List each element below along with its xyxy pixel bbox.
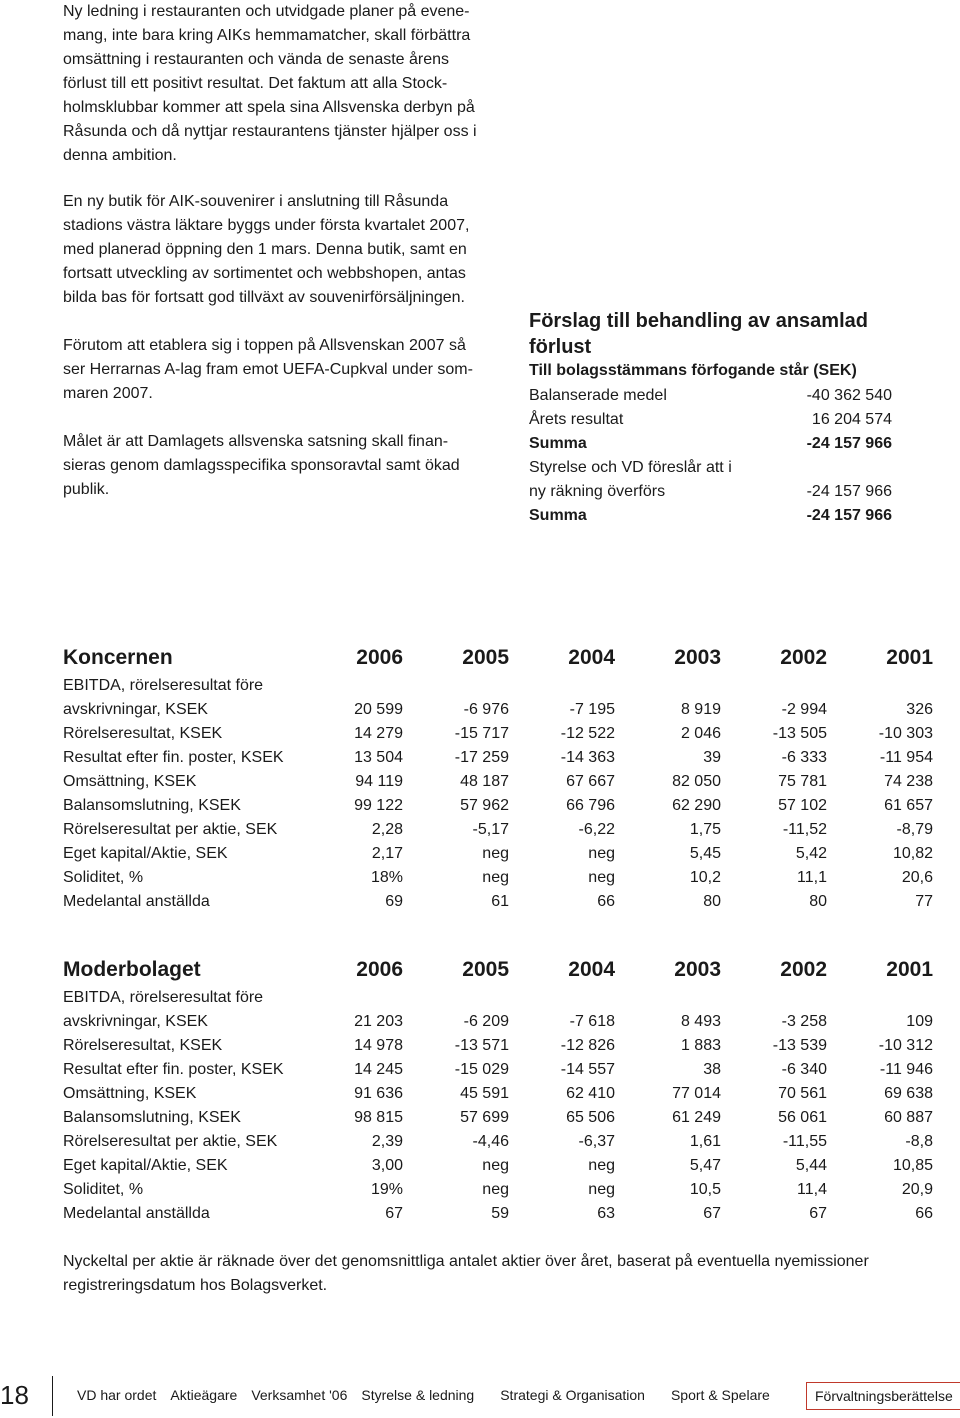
value-cell: 38 bbox=[703, 1061, 721, 1078]
value-cell: -13 505 bbox=[772, 725, 827, 742]
table-row bbox=[63, 986, 933, 1010]
value-cell: -7 618 bbox=[569, 1013, 615, 1030]
value-cell: -4,46 bbox=[472, 1133, 509, 1150]
value-cell: 69 bbox=[385, 893, 403, 910]
year-header: 2003 bbox=[674, 958, 721, 981]
value-cell: 11,4 bbox=[797, 1181, 827, 1198]
value-cell: -5,17 bbox=[472, 821, 509, 838]
table-row bbox=[63, 770, 933, 794]
value-cell: 5,47 bbox=[689, 1157, 721, 1174]
value-cell: -6,37 bbox=[578, 1133, 615, 1150]
value-cell: 65 506 bbox=[566, 1109, 615, 1126]
row-label: Eget kapital/Aktie, SEK bbox=[63, 845, 228, 862]
table-row bbox=[63, 794, 933, 818]
value-cell: -12 522 bbox=[560, 725, 615, 742]
row-label: Medelantal anställda bbox=[63, 893, 210, 910]
page-number: 18 bbox=[0, 1380, 29, 1410]
proposal-row: Styrelse och VD föreslår att i bbox=[529, 459, 732, 476]
loss-proposal bbox=[529, 308, 909, 528]
table-row bbox=[63, 1106, 933, 1130]
value-cell: 45 591 bbox=[460, 1085, 509, 1102]
value-cell: -14 557 bbox=[560, 1061, 615, 1078]
nav-forvaltningsberattelse-active[interactable]: Förvaltningsberättelse bbox=[806, 1382, 960, 1410]
value-cell: 1,61 bbox=[689, 1133, 721, 1150]
page-footer bbox=[0, 1376, 960, 1416]
value-cell: 14 245 bbox=[354, 1061, 403, 1078]
value-cell: 57 962 bbox=[460, 797, 509, 814]
year-header: 2005 bbox=[462, 958, 509, 981]
value-cell: 11,1 bbox=[797, 869, 827, 886]
empty-cell bbox=[615, 986, 721, 1010]
year-header: 2002 bbox=[780, 958, 827, 981]
value-cell: 75 781 bbox=[778, 773, 827, 790]
paragraph-shop: En ny butik för AIK-souvenirer i anslutning till Råsunda stadions västra läktare byggs under första kvartalet 2007, med planerad öppning den 1 mars. Denna butik, samt en fortsatt utveckling av sortimentet och webbshopen, antas bilda bas för fortsatt god tillväxt av souvenirförsäljningen. bbox=[63, 193, 470, 306]
empty-cell bbox=[721, 986, 827, 1010]
empty-cell bbox=[403, 986, 509, 1010]
value-cell: 67 667 bbox=[566, 773, 615, 790]
row-label: Soliditet, % bbox=[63, 1181, 144, 1198]
row-label: Soliditet, % bbox=[63, 869, 144, 886]
proposal-sum-row: Summa -24 157 966 bbox=[529, 435, 892, 452]
value-cell: 67 bbox=[809, 1205, 827, 1222]
paragraph-womens-team: Målet är att Damlagets allsvenska satsning skall finan- sieras genom damlagsspecifika sponsoravtal samt ökad publik. bbox=[63, 433, 460, 498]
year-header: 2004 bbox=[568, 958, 615, 981]
value-cell: neg bbox=[588, 1157, 615, 1174]
nav-styrelse-ledning[interactable]: Styrelse & ledning bbox=[361, 1387, 475, 1403]
value-cell: 1,75 bbox=[689, 821, 721, 838]
value-cell: 2,28 bbox=[371, 821, 403, 838]
koncernen-table bbox=[63, 644, 933, 914]
moderbolaget-table bbox=[63, 956, 933, 1226]
table-row bbox=[63, 890, 933, 914]
value-cell: 10,2 bbox=[689, 869, 721, 886]
value-cell: -15 029 bbox=[454, 1061, 509, 1078]
table-row bbox=[63, 1058, 933, 1082]
value-cell: -11,55 bbox=[782, 1133, 827, 1150]
value-cell: 20 599 bbox=[354, 701, 403, 718]
value-cell: 66 796 bbox=[566, 797, 615, 814]
value-cell: 57 699 bbox=[460, 1109, 509, 1126]
empty-cell bbox=[615, 674, 721, 698]
year-header: 2005 bbox=[462, 646, 509, 669]
value-cell: 66 bbox=[915, 1205, 933, 1222]
value-cell: 2,17 bbox=[371, 845, 403, 862]
value-cell: -13 571 bbox=[454, 1037, 509, 1054]
empty-cell bbox=[827, 986, 933, 1010]
value-cell: neg bbox=[588, 845, 615, 862]
proposal-row: Balanserade medel -40 362 540 bbox=[529, 387, 892, 404]
value-cell: 14 279 bbox=[354, 725, 403, 742]
value-cell: 10,85 bbox=[892, 1157, 933, 1174]
value-cell: 39 bbox=[703, 749, 721, 766]
table-row bbox=[63, 1130, 933, 1154]
empty-cell bbox=[721, 674, 827, 698]
value-cell: 99 122 bbox=[354, 797, 403, 814]
table-title: Moderbolaget bbox=[63, 958, 201, 981]
table-row bbox=[63, 842, 933, 866]
value-cell: -14 363 bbox=[560, 749, 615, 766]
value-cell: neg bbox=[482, 1181, 509, 1198]
row-label: Resultat efter fin. poster, KSEK bbox=[63, 749, 284, 766]
year-header: 2004 bbox=[568, 646, 615, 669]
value-cell: 5,44 bbox=[795, 1157, 827, 1174]
value-cell: 62 410 bbox=[566, 1085, 615, 1102]
value-cell: -11,52 bbox=[782, 821, 827, 838]
proposal-row: Årets resultat 16 204 574 bbox=[529, 411, 892, 428]
row-label: Balansomslutning, KSEK bbox=[63, 1109, 241, 1126]
row-label: Eget kapital/Aktie, SEK bbox=[63, 1157, 228, 1174]
value-cell: 13 504 bbox=[354, 749, 403, 766]
empty-cell bbox=[343, 986, 403, 1010]
value-cell: -11 946 bbox=[879, 1061, 933, 1078]
nav-sport-spelare[interactable]: Sport & Spelare bbox=[670, 1387, 770, 1403]
value-cell: 20,9 bbox=[901, 1181, 933, 1198]
proposal-sum-row: Summa -24 157 966 bbox=[529, 507, 892, 524]
row-label: Omsättning, KSEK bbox=[63, 773, 197, 790]
empty-cell bbox=[403, 674, 509, 698]
value-cell: 2,39 bbox=[371, 1133, 403, 1150]
value-cell: 77 bbox=[915, 893, 933, 910]
value-cell: 1 883 bbox=[680, 1037, 721, 1054]
paragraph-restaurant: Ny ledning i restauranten och utvidgade planer på evene- mang, inte bara kring AIKs hemmamatcher, skall förbättra omsättning i restauranten och vända de senaste årens förlust till ett positivt resultat. Det faktum att alla Stock- holmsklubbar kommer att spela sina Allsvenska derbyn på Råsunda och då nyttjar restaurantens tjänster hjälper oss i denna ambition. bbox=[63, 3, 477, 164]
table-row bbox=[63, 818, 933, 842]
value-cell: 77 014 bbox=[672, 1085, 721, 1102]
table-row bbox=[63, 1034, 933, 1058]
row-label: Rörelseresultat, KSEK bbox=[63, 725, 223, 742]
value-cell: -15 717 bbox=[454, 725, 509, 742]
value-cell: 67 bbox=[703, 1205, 721, 1222]
value-cell: 10,82 bbox=[892, 845, 933, 862]
row-label: EBITDA, rörelseresultat före bbox=[63, 989, 264, 1006]
value-cell: 60 887 bbox=[884, 1109, 933, 1126]
table-row bbox=[63, 746, 933, 770]
row-label: Rörelseresultat per aktie, SEK bbox=[63, 1133, 278, 1150]
table-title: Koncernen bbox=[63, 646, 173, 669]
value-cell: 61 657 bbox=[884, 797, 933, 814]
nav-vd-har-ordet[interactable]: VD har ordet bbox=[77, 1387, 157, 1403]
value-cell: -6 976 bbox=[463, 701, 509, 718]
table-row bbox=[63, 1154, 933, 1178]
proposal-subtitle: Till bolagsstämmans förfogande står (SEK) bbox=[529, 362, 857, 379]
row-label: Medelantal anställda bbox=[63, 1205, 210, 1222]
value-cell: 3,00 bbox=[371, 1157, 403, 1174]
value-cell: -2 994 bbox=[781, 701, 827, 718]
value-cell: 80 bbox=[809, 893, 827, 910]
table-row bbox=[63, 1010, 933, 1034]
value-cell: 63 bbox=[597, 1205, 615, 1222]
value-cell: 66 bbox=[597, 893, 615, 910]
value-cell: 74 238 bbox=[884, 773, 933, 790]
value-cell: 80 bbox=[703, 893, 721, 910]
footnote: Nyckeltal per aktie är räknade över det genomsnittliga antalet aktier över året, baserat på eventuella nyemissioner registreringsdatum hos Bolagsverket. bbox=[63, 1253, 869, 1294]
value-cell: neg bbox=[482, 1157, 509, 1174]
empty-cell bbox=[509, 986, 615, 1010]
value-cell: 18% bbox=[370, 869, 403, 886]
value-cell: 94 119 bbox=[355, 773, 403, 790]
table-row bbox=[63, 1202, 933, 1226]
row-label: Omsättning, KSEK bbox=[63, 1085, 197, 1102]
value-cell: 59 bbox=[491, 1205, 509, 1222]
year-header: 2006 bbox=[356, 646, 403, 669]
year-header: 2006 bbox=[356, 958, 403, 981]
value-cell: 19% bbox=[370, 1181, 403, 1198]
row-label: avskrivningar, KSEK bbox=[63, 701, 208, 718]
row-label: Rörelseresultat per aktie, SEK bbox=[63, 821, 278, 838]
value-cell: neg bbox=[588, 869, 615, 886]
table-row bbox=[63, 866, 933, 890]
value-cell: 14 978 bbox=[354, 1037, 403, 1054]
row-label: EBITDA, rörelseresultat före bbox=[63, 677, 264, 694]
value-cell: -13 539 bbox=[772, 1037, 827, 1054]
value-cell: -6 333 bbox=[781, 749, 827, 766]
row-label: avskrivningar, KSEK bbox=[63, 1013, 208, 1030]
value-cell: 82 050 bbox=[672, 773, 721, 790]
value-cell: -11 954 bbox=[879, 749, 933, 766]
nav-strategi-organisation[interactable]: Strategi & Organisation bbox=[500, 1387, 645, 1403]
value-cell: -6 209 bbox=[463, 1013, 509, 1030]
value-cell: 21 203 bbox=[354, 1013, 403, 1030]
value-cell: 326 bbox=[906, 701, 933, 718]
year-header: 2002 bbox=[780, 646, 827, 669]
value-cell: 2 046 bbox=[680, 725, 721, 742]
table-row bbox=[63, 722, 933, 746]
value-cell: -3 258 bbox=[781, 1013, 827, 1030]
footer-nav bbox=[77, 1387, 796, 1403]
value-cell: 98 815 bbox=[354, 1109, 403, 1126]
table-row bbox=[63, 698, 933, 722]
value-cell: -10 312 bbox=[878, 1037, 933, 1054]
value-cell: 61 249 bbox=[672, 1109, 721, 1126]
value-cell: 70 561 bbox=[778, 1085, 827, 1102]
row-label: Resultat efter fin. poster, KSEK bbox=[63, 1061, 284, 1078]
value-cell: -10 303 bbox=[878, 725, 933, 742]
year-header: 2003 bbox=[674, 646, 721, 669]
value-cell: neg bbox=[588, 1181, 615, 1198]
value-cell: 8 493 bbox=[680, 1013, 721, 1030]
value-cell: 5,45 bbox=[689, 845, 721, 862]
value-cell: 57 102 bbox=[778, 797, 827, 814]
year-header: 2001 bbox=[886, 646, 933, 669]
value-cell: -6,22 bbox=[578, 821, 615, 838]
value-cell: 67 bbox=[385, 1205, 403, 1222]
value-cell: -12 826 bbox=[560, 1037, 615, 1054]
value-cell: 8 919 bbox=[680, 701, 721, 718]
value-cell: 48 187 bbox=[460, 773, 509, 790]
year-header: 2001 bbox=[886, 958, 933, 981]
empty-cell bbox=[343, 674, 403, 698]
value-cell: 56 061 bbox=[778, 1109, 827, 1126]
value-cell: 62 290 bbox=[672, 797, 721, 814]
value-cell: 61 bbox=[491, 893, 509, 910]
table-row bbox=[63, 674, 933, 698]
value-cell: 5,42 bbox=[795, 845, 827, 862]
row-label: Rörelseresultat, KSEK bbox=[63, 1037, 223, 1054]
nav-aktieagare[interactable]: Aktieägare bbox=[170, 1387, 238, 1403]
nav-verksamhet[interactable]: Verksamhet '06 bbox=[251, 1387, 348, 1403]
value-cell: 91 636 bbox=[354, 1085, 403, 1102]
table-row bbox=[63, 1178, 933, 1202]
empty-cell bbox=[509, 674, 615, 698]
proposal-row: ny räkning överförs -24 157 966 bbox=[529, 483, 892, 500]
table-row bbox=[63, 1082, 933, 1106]
row-label: Balansomslutning, KSEK bbox=[63, 797, 241, 814]
value-cell: -8,8 bbox=[905, 1133, 933, 1150]
value-cell: 69 638 bbox=[884, 1085, 933, 1102]
table-header-row bbox=[63, 956, 933, 986]
value-cell: -17 259 bbox=[454, 749, 509, 766]
value-cell: -7 195 bbox=[569, 701, 615, 718]
footer-divider bbox=[52, 1376, 53, 1416]
value-cell: -8,79 bbox=[896, 821, 933, 838]
value-cell: 109 bbox=[906, 1013, 933, 1030]
value-cell: 20,6 bbox=[901, 869, 933, 886]
value-cell: 10,5 bbox=[689, 1181, 721, 1198]
paragraph-mens-team: Förutom att etablera sig i toppen på Allsvenskan 2007 så ser Herrarnas A-lag fram emot UEFA-Cupkval under som- maren 2007. bbox=[63, 337, 473, 402]
empty-cell bbox=[827, 674, 933, 698]
value-cell: neg bbox=[482, 845, 509, 862]
proposal-title: Förslag till behandling av ansamlad förlust bbox=[529, 310, 868, 358]
value-cell: -6 340 bbox=[781, 1061, 827, 1078]
table-header-row bbox=[63, 644, 933, 674]
value-cell: neg bbox=[482, 869, 509, 886]
